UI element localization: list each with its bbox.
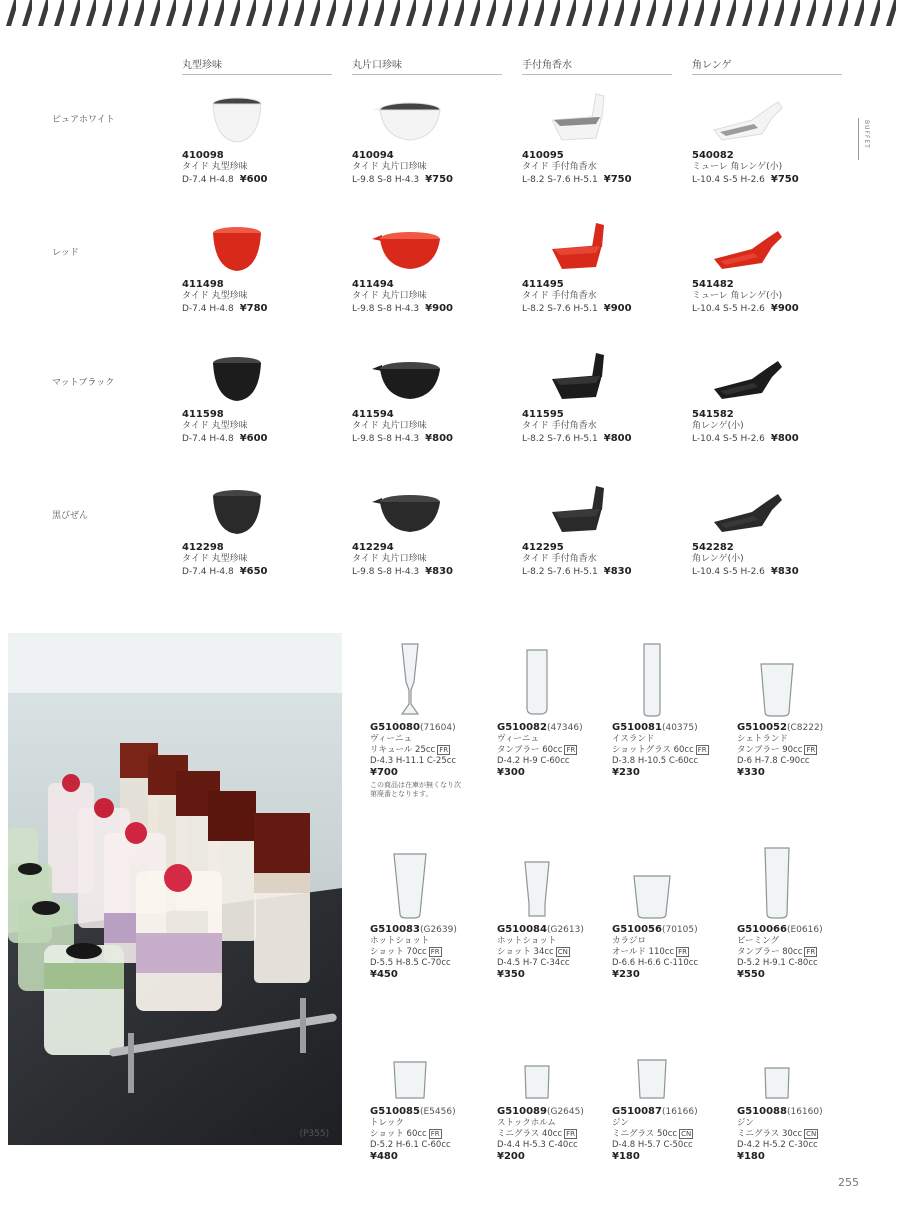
product-image-spouted-bowl [352, 345, 462, 407]
product-code: 411495 [522, 279, 564, 290]
product-dimensions: D-7.4 H-4.8 [182, 567, 234, 577]
product-price: ¥600 [239, 174, 268, 185]
glass-price: ¥300 [497, 767, 525, 778]
product-dimensions: L-9.8 S-8 H-4.3 [352, 434, 420, 444]
glass-code: G510082 [497, 722, 547, 733]
product-image-spouted-bowl [352, 478, 462, 540]
product-name: タイド 丸片口珍味 [352, 291, 427, 301]
product-price: ¥650 [239, 566, 268, 577]
product-code: 541482 [692, 279, 734, 290]
product-dimensions: D-7.4 H-4.8 [182, 175, 234, 185]
product-price: ¥750 [770, 174, 799, 185]
glass-code-line [612, 924, 737, 936]
glass-G510056 [612, 842, 737, 981]
glass-series: ヴィーニュ [497, 734, 539, 744]
glass-price: ¥200 [497, 1151, 525, 1162]
product-image-handled-dish [522, 345, 632, 407]
glass-price: ¥350 [497, 969, 525, 980]
product-image-spouted-bowl [352, 215, 462, 277]
glass-series: カラジロ [612, 936, 647, 946]
product-spec-line [352, 302, 517, 316]
glass-code: G510085 [370, 1106, 420, 1117]
product-542282 [692, 478, 857, 579]
product-code: 541582 [692, 409, 734, 420]
column-header-square-spoon: 角レンゲ [692, 56, 842, 75]
glass-type-line [612, 745, 737, 756]
glass-code-line [370, 722, 495, 734]
product-image-square-spoon [692, 86, 802, 148]
product-code: 411594 [352, 409, 394, 420]
discontinued-note: この商品は在庫が無くなり次第廃番となります。 [370, 781, 461, 798]
product-dimensions: L-8.2 S-7.6 H-5.1 [522, 434, 598, 444]
glass-type: タンブラー 60cc [497, 745, 563, 755]
product-image-handled-dish [522, 86, 632, 148]
glass-series: ジン [612, 1118, 629, 1128]
glass-code-line [612, 722, 737, 734]
glass-series: ストックホルム [497, 1118, 556, 1128]
origin-tag: FR [806, 746, 816, 754]
glass-type: ミニグラス 50cc [612, 1129, 678, 1139]
glass-type: ショット 70cc [370, 947, 427, 957]
glass-dimensions: D-6.6 H-6.6 C-110cc [612, 958, 699, 968]
origin-tag: CN [681, 1130, 692, 1138]
glass-code-line [497, 722, 622, 734]
glass-price: ¥230 [612, 969, 640, 980]
glass-price: ¥330 [737, 767, 765, 778]
product-code: 411598 [182, 409, 224, 420]
product-name: タイド 手付角香水 [522, 291, 597, 301]
glass-dimensions: D-5.5 H-8.5 C-70cc [370, 958, 451, 968]
glass-code: G510056 [612, 924, 662, 935]
glass-price: ¥180 [737, 1151, 765, 1162]
glass-type-line [497, 745, 622, 756]
glass-dimensions: D-4.2 H-9 C-60cc [497, 756, 570, 766]
product-410098 [182, 86, 347, 187]
glass-code: G510066 [737, 924, 787, 935]
product-410094 [352, 86, 517, 187]
glass-dimensions: D-5.2 H-6.1 C-60cc [370, 1140, 451, 1150]
glass-G510066 [737, 842, 862, 981]
glass-G510087 [612, 1024, 737, 1163]
product-spec-line [522, 565, 687, 579]
product-411595 [522, 345, 687, 446]
product-image-round-bowl [182, 345, 292, 407]
glass-ref: (C8222) [786, 723, 824, 733]
product-price: ¥900 [425, 303, 453, 314]
glass-code: G510083 [370, 924, 420, 935]
glass-type-line [737, 947, 862, 958]
product-name: ミューレ 角レンゲ(小) [692, 162, 783, 172]
product-dimensions: L-10.4 S-5 H-2.6 [692, 175, 765, 185]
product-spec-line [522, 302, 687, 316]
product-image-spouted-bowl [352, 86, 462, 148]
row-label-pure-white: ピュアホワイト [52, 115, 115, 125]
glass-code: G510088 [737, 1106, 787, 1117]
glass-type: ショットグラス 60cc [612, 745, 694, 755]
product-name: タイド 丸片口珍味 [352, 554, 427, 564]
glass-type-line [612, 1129, 737, 1140]
glass-image [497, 640, 577, 718]
glass-image [612, 1024, 692, 1102]
product-name: タイド 手付角香水 [522, 162, 597, 172]
glass-series: ヴィーニュ [370, 734, 412, 744]
product-411594 [352, 345, 517, 446]
section-side-tab [858, 118, 873, 160]
product-541482 [692, 215, 857, 316]
glass-dimensions: D-5.2 H-9.1 C-80cc [737, 958, 818, 968]
product-dimensions: D-7.4 H-4.8 [182, 304, 234, 314]
glass-code-line [497, 1106, 622, 1118]
product-spec-line [352, 565, 517, 579]
glass-image [497, 1024, 577, 1102]
glass-code: G510080 [370, 722, 420, 733]
glass-type-line [612, 947, 737, 958]
row-label-red: レッド [52, 248, 79, 258]
glass-price: ¥700 [370, 767, 398, 778]
glass-ref: (40375) [661, 723, 698, 733]
product-price: ¥830 [770, 566, 799, 577]
glass-image [497, 842, 577, 920]
origin-tag: FR [697, 746, 707, 754]
glass-dimensions: D-4.3 H-11.1 C-25cc [370, 756, 457, 766]
product-dimensions: L-10.4 S-5 H-2.6 [692, 304, 765, 314]
product-410095 [522, 86, 687, 187]
product-spec-line [182, 173, 347, 187]
glass-code: G510052 [737, 722, 787, 733]
glass-type: ミニグラス 30cc [737, 1129, 803, 1139]
glass-type-line [737, 1129, 862, 1140]
product-code: 411494 [352, 279, 394, 290]
glass-ref: (70105) [661, 925, 698, 935]
product-spec-line [692, 173, 857, 187]
glass-type-line [370, 947, 495, 958]
product-dimensions: L-8.2 S-7.6 H-5.1 [522, 304, 598, 314]
product-code: 410095 [522, 150, 564, 161]
product-412294 [352, 478, 517, 579]
row-label-kurobizen: 黒びぜん [52, 511, 89, 521]
glass-image [612, 640, 692, 718]
product-code: 410098 [182, 150, 224, 161]
product-code: 412298 [182, 542, 224, 553]
glass-code: G510087 [612, 1106, 662, 1117]
glass-series: ホットショット [497, 936, 557, 946]
product-name: タイド 手付角香水 [522, 421, 597, 431]
product-dimensions: D-7.4 H-4.8 [182, 434, 234, 444]
glass-code-line [737, 722, 862, 734]
glass-price: ¥450 [370, 969, 398, 980]
glass-ref: (16166) [661, 1107, 698, 1117]
glass-code-line [737, 1106, 862, 1118]
glass-image [737, 640, 817, 718]
glass-ref: (71604) [419, 723, 456, 733]
product-code: 410094 [352, 150, 394, 161]
product-spec-line [182, 302, 347, 316]
glass-ref: (G2645) [546, 1107, 584, 1117]
glass-type: タンブラー 90cc [737, 745, 803, 755]
page-number: 255 [838, 1176, 859, 1189]
product-dimensions: L-9.8 S-8 H-4.3 [352, 304, 420, 314]
product-541582 [692, 345, 857, 446]
product-411498 [182, 215, 347, 316]
glass-image [370, 842, 450, 920]
glass-ref: (E0616) [786, 925, 823, 935]
product-image-round-bowl [182, 215, 292, 277]
product-dimensions: L-9.8 S-8 H-4.3 [352, 175, 420, 185]
glass-G510083 [370, 842, 495, 981]
product-image-handled-dish [522, 478, 632, 540]
origin-tag: FR [566, 1130, 576, 1138]
origin-tag: FR [430, 1130, 440, 1138]
glass-dimensions: D-4.5 H-7 C-34cc [497, 958, 570, 968]
product-image-square-spoon [692, 345, 802, 407]
product-dimensions: L-8.2 S-7.6 H-5.1 [522, 567, 598, 577]
product-name: 角レンゲ(小) [692, 554, 744, 564]
glass-type: リキュール 25cc [370, 745, 436, 755]
origin-tag: FR [439, 746, 449, 754]
glass-ref: (E5456) [419, 1107, 456, 1117]
glass-code-line [370, 924, 495, 936]
product-code: 412295 [522, 542, 564, 553]
product-price: ¥800 [603, 433, 632, 444]
glass-series: ビーミング [737, 936, 779, 946]
glass-code-line [497, 924, 622, 936]
origin-tag: FR [806, 948, 816, 956]
product-code: 542282 [692, 542, 734, 553]
glass-price: ¥480 [370, 1151, 398, 1162]
glass-G510082 [497, 640, 622, 779]
glass-type-line [370, 1129, 495, 1140]
product-image-square-spoon [692, 478, 802, 540]
glass-code: G510081 [612, 722, 662, 733]
product-image-round-bowl [182, 478, 292, 540]
glass-code-line [370, 1106, 495, 1118]
glass-price: ¥230 [612, 767, 640, 778]
product-price: ¥800 [425, 433, 453, 444]
product-price: ¥600 [239, 433, 268, 444]
glass-G510085 [370, 1024, 495, 1163]
glass-ref: (G2613) [546, 925, 584, 935]
product-code: 411595 [522, 409, 564, 420]
product-411495 [522, 215, 687, 316]
column-header-spouted-bowl: 丸片口珍味 [352, 56, 502, 75]
glass-type: オールド 110cc [612, 947, 675, 957]
origin-tag: FR [430, 948, 440, 956]
product-dimensions: L-10.4 S-5 H-2.6 [692, 567, 765, 577]
product-code: 412294 [352, 542, 394, 553]
product-price: ¥900 [603, 303, 632, 314]
glass-image [612, 842, 692, 920]
glass-image [737, 842, 817, 920]
photo-caption-ref: (P355) [299, 1129, 330, 1139]
glass-G510081 [612, 640, 737, 779]
glass-series: トレック [370, 1118, 404, 1128]
product-code: 540082 [692, 150, 734, 161]
product-spec-line [522, 432, 687, 446]
product-name: タイド 丸片口珍味 [352, 162, 427, 172]
glass-ref: (47346) [546, 723, 583, 733]
glass-dimensions: D-4.8 H-5.7 C-50cc [612, 1140, 693, 1150]
product-411494 [352, 215, 517, 316]
origin-tag: FR [678, 948, 687, 956]
glass-price: ¥550 [737, 969, 765, 980]
glass-dimensions: D-3.8 H-10.5 C-60cc [612, 756, 699, 766]
product-spec-line [522, 173, 687, 187]
side-tab-label: BUFFET [863, 120, 870, 149]
product-spec-line [692, 565, 857, 579]
product-spec-line [352, 173, 517, 187]
header-stripe [0, 0, 900, 26]
glass-series: シェトランド [737, 734, 788, 744]
product-price: ¥900 [770, 303, 799, 314]
product-spec-line [692, 302, 857, 316]
product-name: 角レンゲ(小) [692, 421, 744, 431]
product-name: タイド 丸片口珍味 [352, 421, 427, 431]
glass-type-line [497, 947, 622, 958]
glass-type: ショット 60cc [370, 1129, 427, 1139]
photo-caption [250, 1128, 329, 1139]
glass-image [370, 640, 450, 718]
product-price: ¥750 [603, 174, 632, 185]
product-412298 [182, 478, 347, 579]
product-code: 411498 [182, 279, 224, 290]
column-header-round-bowl: 丸型珍味 [182, 56, 332, 75]
origin-tag: CN [806, 1130, 817, 1138]
product-image-round-bowl [182, 86, 292, 148]
glass-dimensions: D-6 H-7.8 C-90cc [737, 756, 810, 766]
glass-type-line [497, 1129, 622, 1140]
photo-caption-code: R500095 [250, 1128, 300, 1139]
origin-tag: CN [557, 948, 568, 956]
glass-code-line [737, 924, 862, 936]
product-spec-line [182, 432, 347, 446]
glass-series: ジン [737, 1118, 754, 1128]
dessert-photo [8, 633, 342, 1145]
glass-type: ミニグラス 40cc [497, 1129, 563, 1139]
glass-code: G510084 [497, 924, 547, 935]
glass-ref: (G2639) [419, 925, 457, 935]
product-dimensions: L-10.4 S-5 H-2.6 [692, 434, 765, 444]
glass-code: G510089 [497, 1106, 547, 1117]
glass-ref: (16160) [786, 1107, 823, 1117]
product-411598 [182, 345, 347, 446]
glass-series: ホットショット [370, 936, 430, 946]
product-spec-line [352, 432, 517, 446]
row-label-matte-black: マットブラック [52, 378, 115, 388]
glass-type-line [737, 745, 862, 756]
product-name: タイド 手付角香水 [522, 554, 597, 564]
product-name: ミューレ 角レンゲ(小) [692, 291, 783, 301]
origin-tag: FR [566, 746, 576, 754]
glass-G510080 [370, 640, 495, 799]
product-name: タイド 丸型珍味 [182, 554, 248, 564]
product-price: ¥830 [425, 566, 453, 577]
product-name: タイド 丸型珍味 [182, 291, 248, 301]
product-spec-line [182, 565, 347, 579]
glass-image [737, 1024, 817, 1102]
product-dimensions: L-8.2 S-7.6 H-5.1 [522, 175, 598, 185]
glass-G510052 [737, 640, 862, 779]
glass-type: タンブラー 80cc [737, 947, 803, 957]
glass-G510089 [497, 1024, 622, 1163]
product-price: ¥800 [770, 433, 799, 444]
product-image-handled-dish [522, 215, 632, 277]
product-price: ¥780 [239, 303, 268, 314]
column-header-handled-dish: 手付角香水 [522, 56, 672, 75]
glass-code-line [612, 1106, 737, 1118]
product-540082 [692, 86, 857, 187]
glass-G510088 [737, 1024, 862, 1163]
glass-dimensions: D-4.4 H-5.3 C-40cc [497, 1140, 578, 1150]
product-price: ¥750 [425, 174, 453, 185]
product-dimensions: L-9.8 S-8 H-4.3 [352, 567, 420, 577]
glass-price: ¥180 [612, 1151, 640, 1162]
product-image-square-spoon [692, 215, 802, 277]
glass-G510084 [497, 842, 622, 981]
product-name: タイド 丸型珍味 [182, 421, 248, 431]
product-price: ¥830 [603, 566, 632, 577]
glass-series: イスランド [612, 734, 655, 744]
glass-image [370, 1024, 450, 1102]
product-412295 [522, 478, 687, 579]
product-spec-line [692, 432, 857, 446]
product-name: タイド 丸型珍味 [182, 162, 248, 172]
glass-type: ショット 34cc [497, 947, 554, 957]
glass-type-line [370, 745, 495, 756]
glass-dimensions: D-4.2 H-5.2 C-30cc [737, 1140, 818, 1150]
